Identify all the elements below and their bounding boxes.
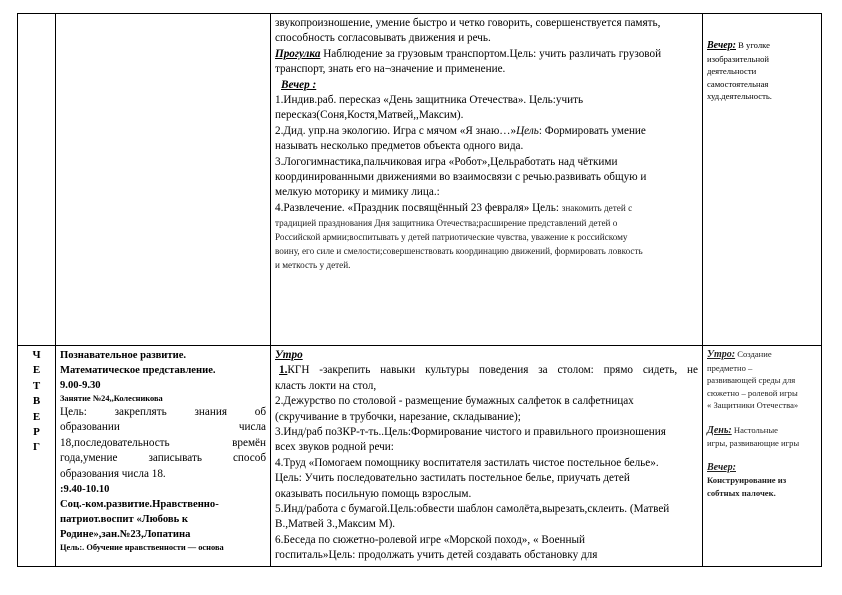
- lesson-goal: Цель: закреплять знания об: [60, 406, 267, 418]
- evening-env-line: самостоятельная: [707, 78, 769, 89]
- env-day-line: День: Настольные: [707, 424, 778, 436]
- day-letter: Е: [32, 364, 41, 377]
- day-letter: Г: [33, 441, 40, 454]
- morning-item: всех звуков родной речи:: [275, 441, 394, 454]
- intro-line: звукопроизношение, умение быстро и четко говорить, совершенствуется память,: [275, 17, 661, 29]
- evening-item-1: 1.Индив.раб. пересказ «День защитника Отечества». Цель:учить: [275, 94, 584, 107]
- morning-item: В.,Матвей З.,Максим М).: [275, 518, 396, 531]
- evening-item-4: 4.Развлечение. «Праздник посвящённый 23 февраля» Цель: знакомить детей с: [275, 201, 633, 214]
- plan-row-thursday: [18, 346, 822, 567]
- spacer: [707, 450, 817, 462]
- lesson-subject: патриот.воспит «Любовь к: [60, 514, 188, 526]
- weekly-plan-table: [17, 13, 822, 567]
- evening-env-line: Вечер: В уголке: [707, 40, 770, 51]
- evening-item-2: 2.Дид. упр.на экологию. Игра с мячом «Я знаю…»Цель: Формировать умение: [275, 124, 646, 137]
- env-morning-line: « Защитники Отечества»: [707, 400, 799, 410]
- intro-line: способность согласовывать движения и речь.: [275, 32, 491, 45]
- env-evening-line: Конструирование из: [707, 475, 787, 485]
- morning-item: Цель: Учить последовательно застилать постельное белье, приучать детей: [275, 472, 630, 485]
- morning-label: Утро: [275, 349, 303, 361]
- env-day-line: игры, развивающие игры: [707, 438, 800, 448]
- evening-item-4-detail: воину, его силе и смелости;совершенствовать координацию движений, формировать ловкость: [275, 246, 643, 257]
- env-morning-line: развивающей среды для: [707, 375, 796, 385]
- activities-cell: [271, 346, 703, 567]
- evening-item-3: координированными движениями во взаимосвязи с речью.развивать общую и: [275, 171, 647, 184]
- evening-env-line: изобразительной: [707, 53, 769, 64]
- lesson-area: Соц.-ком.развитие.Нравственно-: [60, 499, 219, 511]
- env-evening-label: Вечер:: [707, 461, 736, 473]
- walk-label: Прогулка: [275, 47, 321, 60]
- morning-item: 5.Инд/работа с бумагой.Цель:обвести шаблон самолёта,вырезать,склеить. (Матвей: [275, 503, 670, 516]
- env-morning-line: предметно –: [707, 362, 753, 373]
- day-letter: Р: [33, 426, 40, 439]
- walk-line: транспорт, знать его на¬значение и применение.: [275, 63, 506, 76]
- lesson-goal: 18,последовательность времён: [60, 436, 266, 449]
- evening-item-1: пересказ(Соня,Костя,Матвей,,Максим).: [275, 109, 464, 122]
- evening-label: Вечер :: [281, 78, 317, 91]
- evening-item-3: 3.Логогимнастика,пальчиковая игра «Робот»,Цельработать над чёткими: [275, 155, 618, 168]
- evening-item-3: мелкую моторику и мимику лица.:: [275, 186, 440, 199]
- morning-item: (скручивание в трубочки, нарезание, складывание);: [275, 410, 521, 423]
- environment-cell: [703, 14, 822, 346]
- day-letter: В: [32, 395, 41, 408]
- morning-item: 3.Инд/раб поЗКР-т-ть..Цель:Формирование чистого и правильного произношения: [275, 426, 666, 439]
- evening-item-4-detail: и меткость у детей.: [275, 260, 351, 271]
- activities-cell: [271, 14, 703, 346]
- lesson-subject: Математическое представление.: [60, 365, 216, 376]
- environment-cell: [703, 346, 822, 567]
- evening-item-2: называть несколько предметов объекта одного вида.: [275, 140, 524, 153]
- lesson-time: :9.40-10.10: [60, 484, 110, 496]
- morning-item: 4.Труд «Помогаем помощнику воспитателя застилать чистое постельное белье».: [275, 456, 659, 469]
- env-evening-line: собтных палочек.: [707, 487, 776, 498]
- lesson-number: Родине»,зан.№23,Лопатина: [60, 529, 191, 541]
- evening-env-line: худ.деятельность.: [707, 91, 772, 101]
- evening-env-label: Вечер:: [707, 40, 736, 51]
- plan-row-previous-day: [18, 14, 822, 346]
- env-day-label: День:: [707, 424, 732, 436]
- lesson-number: Занятие №24,,Колесникова: [60, 394, 163, 403]
- evening-item-4-detail: традицией празднования Дня защитника Отечества;расширение представлений детей о: [275, 218, 618, 229]
- lesson-area: Познавательное развитие.: [60, 350, 187, 361]
- evening-env-line: деятельности: [707, 66, 757, 76]
- lessons-cell-empty: [56, 14, 271, 346]
- morning-item-1: 1.КГН -закрепить навыки культуры поведения за столом: прямо сидеть, не: [279, 364, 698, 377]
- day-letter: Е: [32, 410, 41, 423]
- lesson-goal: года,умение записывать способ: [60, 452, 267, 465]
- morning-item: оказывать посильную помощь взрослым.: [275, 487, 472, 500]
- lesson-time: 9.00-9.30: [60, 380, 101, 391]
- day-name-vertical: [18, 346, 56, 567]
- morning-item: 2.Дежурство по столовой - размещение бумажных салфеток в салфетницах: [275, 395, 634, 408]
- day-letter: Т: [32, 379, 41, 392]
- lesson-goal: образовании числа: [60, 421, 266, 434]
- lessons-cell: [56, 346, 271, 567]
- walk-line: [275, 47, 698, 62]
- lesson-goal: Цель:. Обучение нравственности — основа: [60, 543, 224, 553]
- day-letter: Ч: [32, 349, 41, 361]
- morning-item: госпиталь»Цель: продолжать учить детей создавать обстановку для: [275, 549, 598, 562]
- morning-item: 6.Беседа по сюжетно-ролевой игре «Морской поход», « Военный: [275, 533, 586, 546]
- env-morning-line: сюжетно – ролевой игры: [707, 387, 798, 398]
- walk-text: Наблюдение за грузовым транспортом.Цель: учить различать грузовой: [320, 47, 662, 60]
- env-morning-label: Утро:: [707, 349, 736, 360]
- env-morning-line: Утро: Создание: [707, 349, 772, 360]
- morning-item-1: класть локти на стол,: [275, 379, 377, 392]
- spacer: [707, 412, 817, 424]
- day-cell-empty: [18, 14, 56, 346]
- evening-item-4-detail: Российской армии;воспитывать у детей патриотические чувства, уважение к российскому: [275, 232, 628, 243]
- lesson-goal: образования числа 18.: [60, 467, 166, 480]
